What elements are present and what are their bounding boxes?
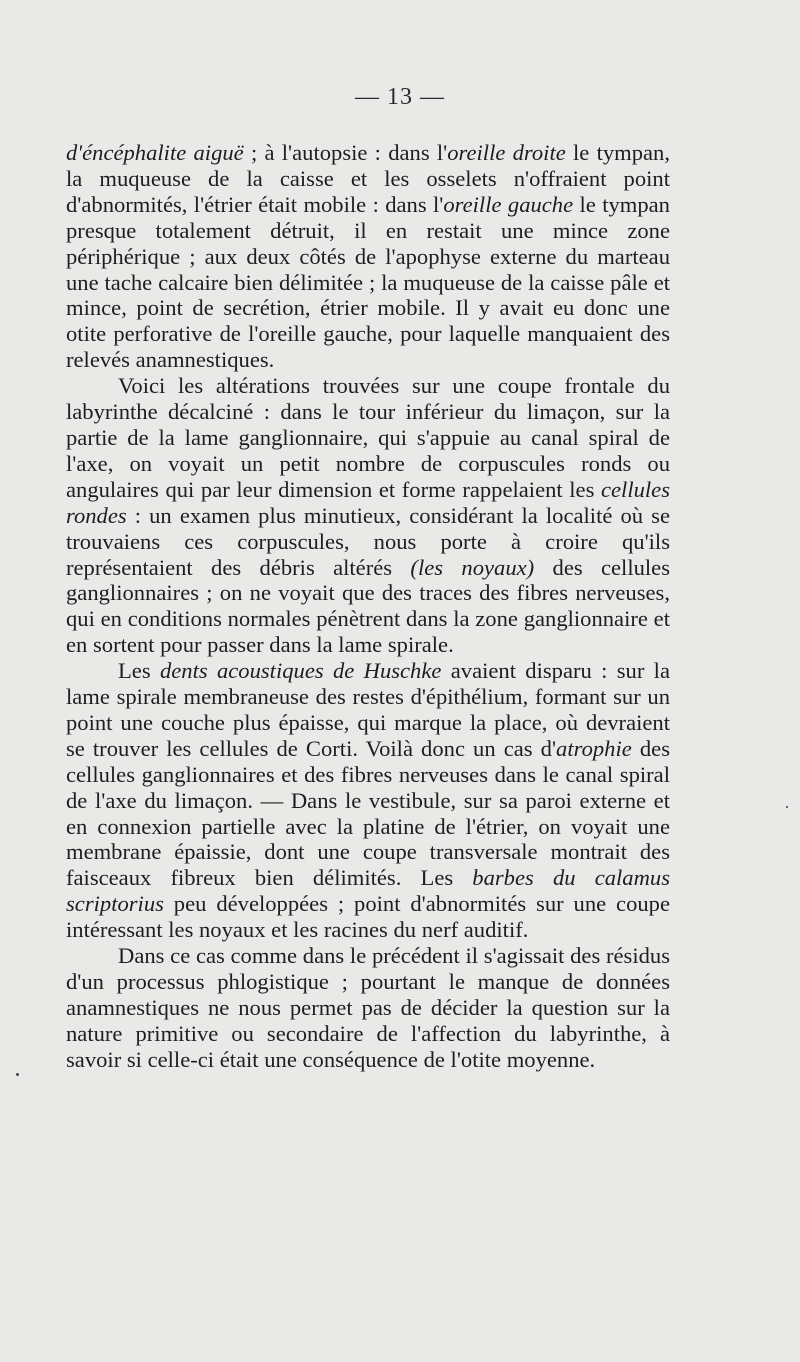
body-text — [66, 140, 670, 1073]
text-run: dents acoustiques de Huschke — [159, 658, 442, 684]
text-run: avaient disparu : sur la lame spirale membraneuse des restes d'épithélium, formant sur un point une couche plus épaisse, qui marque la place, où devraient se trouver les cellules de Corti. Voilà donc un cas d' — [66, 658, 670, 761]
paragraph-2 — [66, 373, 670, 658]
text-run: oreille gauche — [443, 191, 574, 217]
text-run: barbes du calamus scriptorius — [66, 865, 670, 917]
text-run: atrophie — [556, 735, 632, 761]
text-run: Voici les altérations trouvées sur une coupe frontale du labyrinthe décalciné : dans le tour inférieur du limaçon, sur la partie de la lame ganglionnaire, qui s'appuie au canal spiral de l'axe, on voyait un petit nombre de corpuscules ronds ou angulaires qui par leur dimension et forme rappelaient les — [66, 373, 670, 502]
text-run: ; à l'autopsie : dans l' — [243, 140, 448, 165]
text-run: le tympan presque totalement détruit, il en restait une mince zone périphérique ; aux deux côtés de l'apophyse externe du marteau une tache calcaire bien délimitée ; la muqueuse de la caisse pâle et mince, point de secrétion, étrier mobile. Il y avait eu donc une otite perforative de l'oreille gauche, pour laquelle manquaient des relevés anamnestiques. — [66, 191, 670, 373]
paper-speck — [786, 806, 788, 808]
text-run: des cellules ganglionnaires ; on ne voyait que des traces des fibres nerveuses, qui en conditions normales pénètrent dans la zone ganglionnaire et en sortent pour passer dans la lame spirale. — [66, 554, 671, 658]
text-run: (les noyaux) — [410, 554, 535, 580]
page-number: — 13 — — [355, 84, 445, 110]
paragraph-1 — [66, 140, 670, 373]
paragraph-3 — [66, 658, 670, 943]
text-run: d'éncéphalite aiguë — [66, 140, 244, 165]
text-run: : un examen plus minutieux, considérant la localité où se trouvaiens ces corpuscules, nous porte à croire qu'ils représentaient des débris altérés — [66, 502, 670, 580]
text-run: Les — [118, 658, 160, 684]
text-run: cellules rondes — [66, 476, 670, 528]
text-run: le tympan, la muqueuse de la caisse et les osselets n'offraient point d'abnormités, l'étrier était mobile : dans l' — [66, 140, 670, 217]
paragraph-4 — [66, 943, 670, 1073]
text-run: peu développées ; point d'abnormités sur une coupe intéressant les noyaux et les racines du nerf auditif. — [66, 891, 670, 943]
text-run: oreille droite — [447, 140, 566, 165]
text-run: Dans ce cas comme dans le précédent il s'agissait des résidus d'un processus phlogistique ; pourtant le manque de données anamnestiques ne nous permet pas de décider la question sur la nature primitive ou secondaire de l'affection du labyrinthe, à savoir si celle-ci était une conséquence de l'otite moyenne. — [66, 943, 670, 1072]
text-run: des cellules ganglionnaires et des fibres nerveuses dans le canal spiral de l'axe du limaçon. — Dans le vestibule, sur sa paroi externe et en connexion partielle avec la platine de l'étrier, on voyait une membrane épaissie, dont une coupe transversale montrait des faisceaux fibreux bien délimités. Les — [66, 735, 670, 891]
paper-speck — [16, 1073, 19, 1076]
